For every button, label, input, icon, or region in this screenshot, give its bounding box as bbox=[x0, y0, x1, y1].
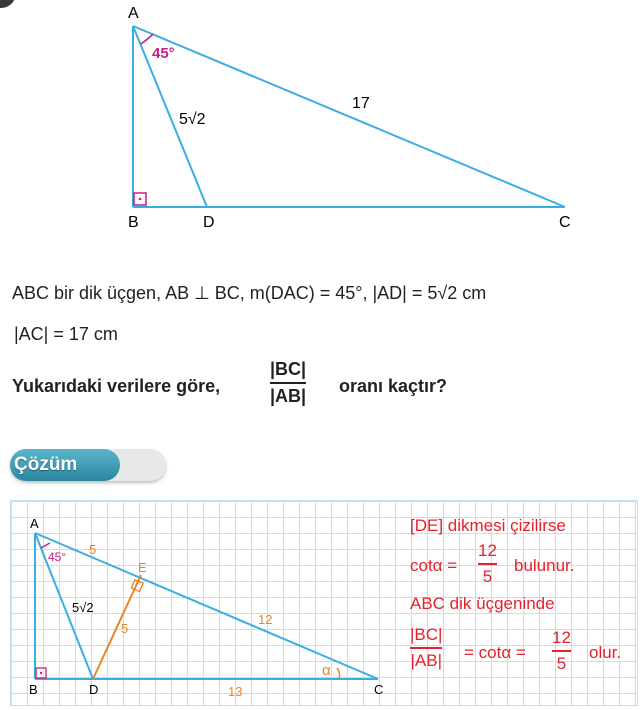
problem-line-2: |AC| = 17 cm bbox=[14, 324, 118, 344]
solution-fraction-1: 12 5 bbox=[478, 541, 497, 586]
question-end: oranı kaçtır? bbox=[339, 376, 448, 396]
length-ac: 17 bbox=[352, 95, 370, 112]
svg-text:D: D bbox=[89, 682, 99, 697]
solution-label: Çözüm bbox=[10, 449, 120, 481]
solution-bulunur: bulunur. bbox=[514, 556, 575, 575]
angle-arc bbox=[141, 34, 153, 44]
label-c: C bbox=[559, 214, 571, 231]
svg-text:A: A bbox=[30, 516, 39, 531]
label-d: D bbox=[203, 214, 215, 231]
length-ad: 5√2 bbox=[179, 111, 206, 128]
svg-text:5: 5 bbox=[89, 542, 97, 557]
question-fraction bbox=[270, 359, 306, 407]
svg-text:B: B bbox=[29, 682, 38, 697]
question-text: Yukarıdaki verilere göre, bbox=[12, 376, 221, 396]
svg-text:5: 5 bbox=[121, 621, 129, 636]
figure-top-triangle bbox=[0, 0, 642, 240]
svg-text:α: α bbox=[322, 662, 331, 679]
problem-line-1: ABC bir dik üçgen, AB ⊥ BC, m(DAC) = 45°, |AD| = 5√2 cm bbox=[12, 283, 487, 303]
label-b: B bbox=[128, 214, 139, 231]
solution-fraction-2: 12 5 bbox=[552, 628, 571, 673]
svg-text:5√2: 5√2 bbox=[72, 600, 94, 615]
solution-fraction-ratio: |BC| |AB| bbox=[410, 625, 443, 670]
solution-line-3: ABC dik üçgeninde bbox=[410, 594, 555, 613]
solution-line-1: [DE] dikmesi çizilirse bbox=[410, 516, 566, 535]
svg-text:45°: 45° bbox=[48, 550, 67, 564]
solution-olur: olur. bbox=[589, 643, 622, 662]
label-a: A bbox=[128, 5, 139, 22]
perpendicular-de bbox=[93, 575, 141, 679]
question-fraction-den: |AB| bbox=[270, 385, 307, 406]
svg-text:E: E bbox=[138, 560, 147, 575]
svg-text:13: 13 bbox=[228, 684, 243, 699]
svg-text:C: C bbox=[374, 682, 384, 697]
svg-text:12: 12 bbox=[258, 612, 273, 627]
solution-eq: = cotα = bbox=[464, 643, 526, 662]
solution-cot: cotα = bbox=[410, 556, 458, 575]
question-fraction-num: |BC| bbox=[270, 359, 307, 379]
angle-label: 45° bbox=[152, 45, 175, 62]
solution-badge bbox=[10, 449, 166, 481]
